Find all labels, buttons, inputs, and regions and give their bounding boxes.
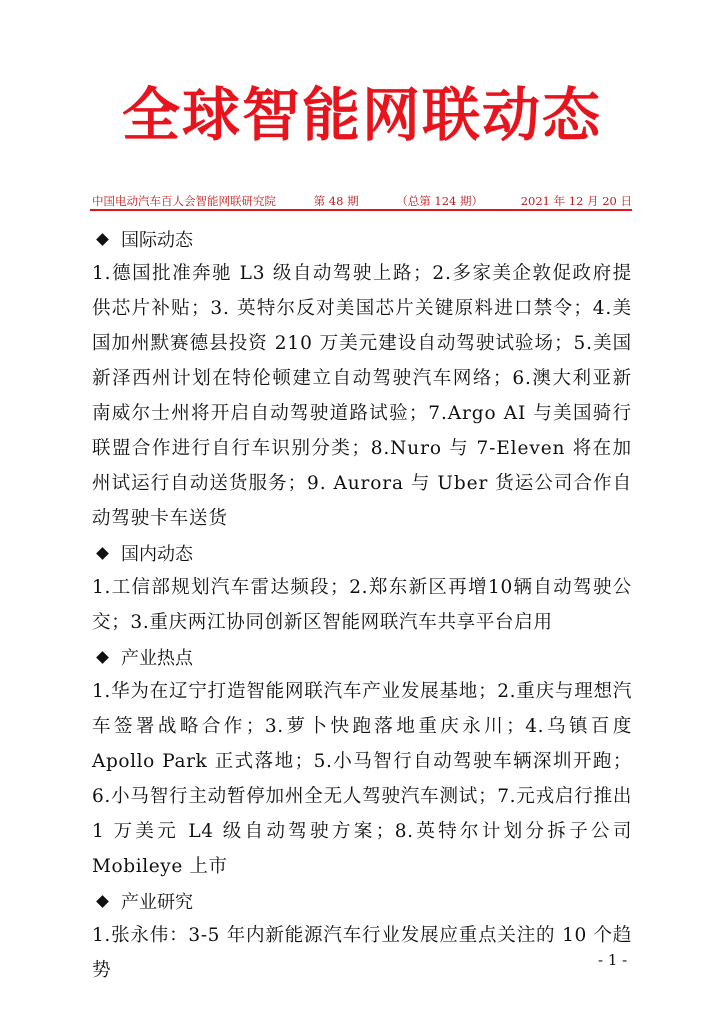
section-heading — [92, 640, 632, 674]
diamond-bullet-icon — [96, 895, 109, 908]
section-industry-research — [92, 884, 632, 988]
page-number: - 1 - — [598, 951, 628, 969]
section-summary-text: 1.德国批准奔驰 L3 级自动驾驶上路；2.多家美企敦促政府提供芯片补贴；3. 英特尔反对美国芯片关键原料进口禁令；4.美国加州默赛德县投资 210 万美元建设自动驾驶试验场；5.美国新泽西州计划在特伦顿建立自动驾驶汽车网络；6.澳大利亚新南威尔士州将开启自动驾驶道路试验；7.Argo AI 与美国骑行联盟合作进行自行车识别分类；8.Nuro 与 7-Eleven 将在加州试运行自动送货服务；9. Aurora 与 Uber 货运公司合作自动驾驶卡车送货 — [92, 263, 632, 529]
header-divider — [90, 209, 632, 211]
section-heading — [92, 536, 632, 570]
total-issue-number: （总第 124 期） — [396, 194, 484, 208]
issue-info-line — [92, 193, 632, 209]
issue-number: 第 48 期 — [313, 194, 359, 208]
section-heading-label: 国内动态 — [121, 544, 193, 565]
section-domestic-news — [92, 536, 632, 640]
diamond-bullet-icon — [96, 233, 109, 246]
section-summary-text: 1.华为在辽宁打造智能网联汽车产业发展基地；2.重庆与理想汽车签署战略合作；3.萝卜快跑落地重庆永川；4.乌镇百度 Apollo Park 正式落地；5.小马智行自动驾驶车辆深圳开跑；6.小马智行主动暂停加州全无人驾驶汽车测试；7.元戎启行推出 1 万美元 L4 级自动驾驶方案；8.英特尔计划分拆子公司 Mobileye 上市 — [92, 681, 632, 877]
diamond-bullet-icon — [96, 547, 109, 560]
section-summary-text: 1.工信部规划汽车雷达频段；2.郑东新区再增10辆自动驾驶公交；3.重庆两江协同创新区智能网联汽车共享平台启用 — [92, 577, 632, 633]
diamond-bullet-icon — [96, 651, 109, 664]
section-heading — [92, 222, 632, 256]
issue-date: 2021 年 12 月 20 日 — [520, 194, 632, 208]
section-heading-label: 产业研究 — [121, 892, 193, 913]
section-summary-text: 1.张永伟：3-5 年内新能源汽车行业发展应重点关注的 10 个趋势 — [92, 925, 632, 981]
section-heading — [92, 884, 632, 918]
organization-name: 中国电动汽车百人会智能网联研究院 — [92, 194, 276, 208]
masthead-title: 全球智能网联动态 — [121, 81, 602, 149]
section-heading-label: 国际动态 — [121, 230, 193, 251]
section-industry-hotspots — [92, 640, 632, 884]
newsletter-content — [92, 222, 632, 988]
section-international-news — [92, 222, 632, 536]
section-heading-label: 产业热点 — [121, 648, 193, 669]
